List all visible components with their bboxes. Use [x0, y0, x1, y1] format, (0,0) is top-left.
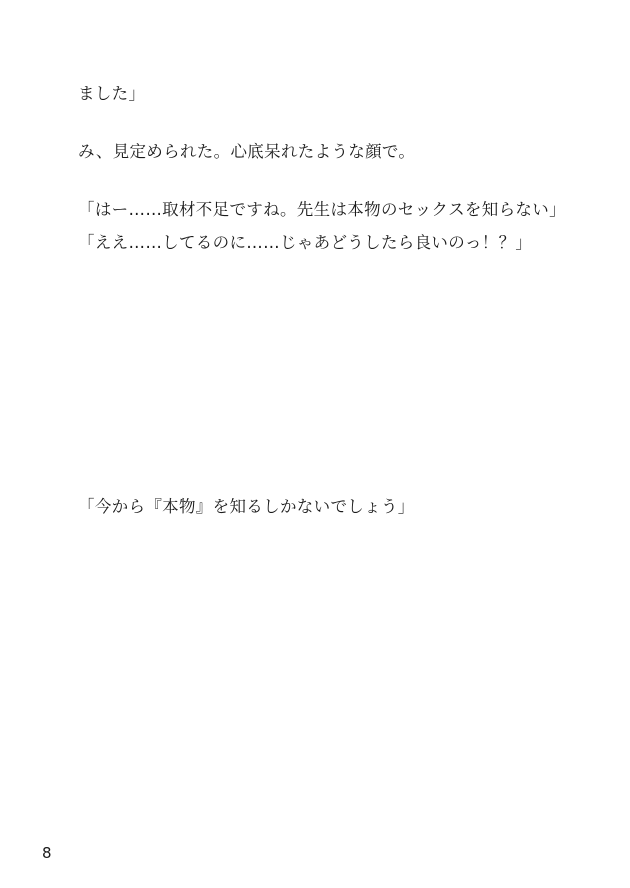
paragraph-2: み、見定められた。心底呆れたような顔で。 — [78, 142, 416, 162]
page-text-body — [78, 78, 578, 523]
paragraph-1: ました」 — [78, 84, 146, 103]
paragraph-5: 「今から『本物』を知るしかないでしょう」 — [78, 496, 415, 516]
page-number: 8 — [42, 844, 52, 862]
vertical-spacer — [78, 259, 578, 491]
paragraph-4: 「ええ……してるのに……じゃあどうしたら良いのっ！？」 — [78, 232, 533, 252]
paragraph-3: 「はー……取材不足ですね。先生は本物のセックスを知らない」 — [78, 200, 566, 220]
